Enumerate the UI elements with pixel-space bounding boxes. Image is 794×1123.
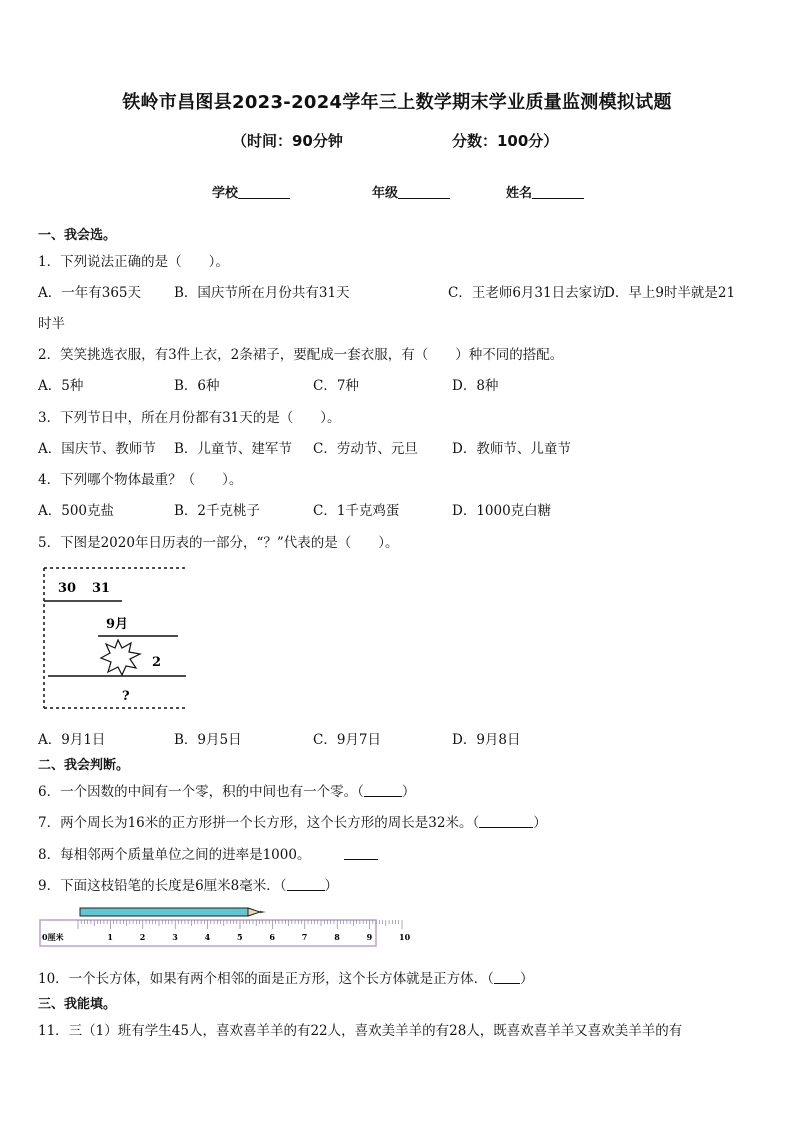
option-d[interactable]: D．8种 (452, 378, 499, 394)
judge-question (38, 874, 338, 894)
date-31: 31 (92, 581, 111, 596)
answer-blank[interactable] (364, 784, 402, 797)
option-c[interactable]: C．9月7日 (313, 732, 382, 748)
option-b[interactable]: B．2千克桃子 (174, 503, 261, 519)
question-stem: 5．下图是2020年日历表的一部分，“？”代表的是（ ）。 (38, 535, 399, 551)
question-stem: 3．下列节日中，所在月份都有31天的是（ ）。 (38, 410, 341, 426)
paren-close: ） (401, 784, 416, 800)
option-b[interactable]: B．国庆节所在月份共有31天 (174, 285, 350, 301)
school-field (212, 182, 290, 201)
grade-blank[interactable] (398, 185, 450, 199)
paren-close: ） (519, 971, 534, 987)
paren-close: ） (533, 815, 547, 831)
date-2: 2 (152, 655, 162, 670)
answer-blank[interactable] (344, 847, 378, 860)
splat-icon (101, 640, 140, 675)
paren-close: ） (324, 878, 339, 894)
judge-question (38, 967, 533, 987)
section-heading: 一、我会选。 (38, 228, 117, 243)
option-b[interactable]: B．儿童节、建军节 (174, 441, 292, 457)
option-c[interactable]: C．劳动节、元旦 (313, 441, 418, 457)
ruler-number: 9 (366, 932, 373, 942)
option-b[interactable]: B．9月5日 (174, 732, 242, 748)
ruler-unit-label: 0厘米 (42, 932, 64, 942)
question-mark: ? (122, 689, 130, 704)
pencil-tip (248, 908, 260, 916)
name-blank[interactable] (532, 185, 584, 199)
grade-field (372, 182, 450, 201)
option-d[interactable]: D．1000克白糖 (452, 503, 552, 519)
answer-blank[interactable] (494, 971, 520, 984)
page-title: 铁岭市昌图县2023-2024学年三上数学期末学业质量监测模拟试题 (122, 92, 672, 113)
option-a[interactable]: A．5种 (38, 378, 84, 394)
ruler-number: 5 (237, 932, 243, 942)
option-d[interactable]: D．教师节、儿童节 (452, 441, 571, 457)
ruler-number: 7 (301, 932, 308, 942)
option-d[interactable]: D．早上9时半就是21 (604, 285, 736, 301)
option-c[interactable]: C．7种 (313, 378, 359, 394)
ruler-number: 10 (399, 932, 411, 942)
question-stem: 1．下列说法正确的是（ ）。 (38, 254, 229, 270)
answer-blank[interactable] (287, 878, 325, 891)
ruler-figure (38, 902, 411, 950)
option-c[interactable]: C．1千克鸡蛋 (313, 503, 400, 519)
ruler-number: 2 (139, 932, 146, 942)
question-stem: 7．两个周长为16米的正方形拼一个长方形，这个长方形的周长是32米。（ (38, 815, 480, 831)
month-label: 9月 (106, 617, 129, 632)
ruler-number: 1 (107, 932, 113, 942)
option-d-continued: 时半 (38, 316, 65, 332)
option-b[interactable]: B．6种 (174, 378, 220, 394)
option-a[interactable]: A．9月1日 (38, 732, 106, 748)
question-stem: 2．笑笑挑选衣服，有3件上衣，2条裙子，要配成一套衣服，有（ ）种不同的搭配。 (38, 347, 564, 363)
question-stem: 9．下面这枝铅笔的长度是6厘米8毫米．（ (38, 878, 287, 894)
pencil-body (80, 908, 248, 916)
judge-question (38, 780, 415, 800)
question-stem: 6．一个因数的中间有一个零，积的中间也有一个零。（ (38, 784, 364, 800)
section-heading: 三、我能填。 (38, 997, 117, 1012)
ruler-number: 6 (269, 932, 275, 942)
calendar-figure (38, 562, 194, 712)
school-blank[interactable] (238, 185, 290, 199)
exam-score: 分数：100分） (452, 132, 559, 150)
option-a[interactable]: A．500克盐 (38, 503, 115, 519)
section-heading: 二、我会判断。 (38, 758, 130, 773)
judge-question (38, 811, 547, 831)
question-stem: 4．下列哪个物体最重？（ ）。 (38, 472, 243, 488)
ruler-number: 8 (334, 932, 340, 942)
name-field (506, 182, 584, 201)
pencil-lead (260, 911, 266, 913)
answer-blank[interactable] (479, 815, 533, 828)
option-a[interactable]: A．国庆节、教师节 (38, 441, 156, 457)
ruler-number: 3 (172, 932, 178, 942)
question-stem: 8．每相邻两个质量单位之间的进率是1000。 (38, 847, 311, 863)
option-a[interactable]: A．一年有365天 (38, 285, 142, 301)
name-label: 姓名 (506, 186, 533, 201)
date-30: 30 (58, 581, 77, 596)
exam-time: （时间：90分钟 (232, 132, 343, 150)
grade-label: 年级 (372, 186, 399, 201)
school-label: 学校 (212, 186, 239, 201)
ruler-number: 4 (204, 932, 211, 942)
question-stem: 10．一个长方体，如果有两个相邻的面是正方形，这个长方体就是正方体．（ (38, 971, 494, 987)
option-c[interactable]: C．王老师6月31日去家访 (448, 285, 606, 301)
question-stem: 11．三（1）班有学生45人，喜欢喜羊羊的有22人，喜欢美羊羊的有28人，既喜欢喜羊羊又喜欢美羊羊的有 (38, 1023, 683, 1039)
judge-question (38, 843, 378, 863)
option-d[interactable]: D．9月8日 (452, 732, 521, 748)
